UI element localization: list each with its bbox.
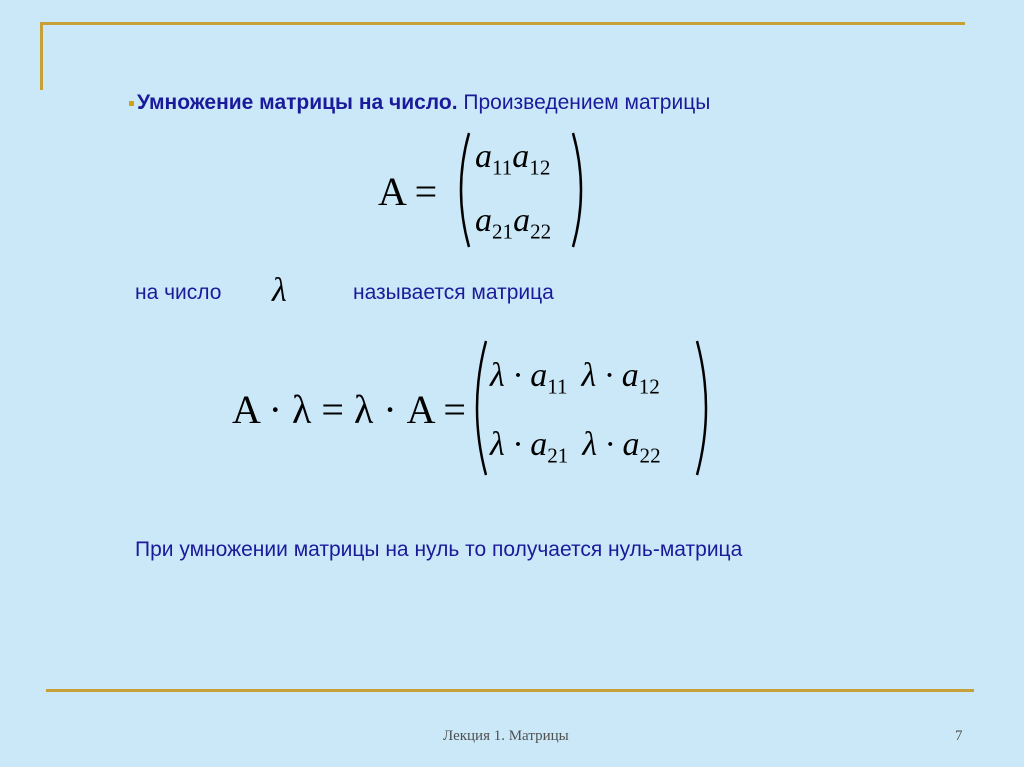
formula-product: [232, 330, 722, 490]
formula-a-lhs: A =: [378, 169, 438, 214]
left-paren: [465, 338, 489, 478]
left-paren: [450, 130, 472, 250]
page-number: 7: [955, 728, 963, 744]
right-paren: [694, 338, 718, 478]
footer-title: Лекция 1. Матрицы: [443, 728, 569, 744]
formula-a: [378, 120, 598, 260]
bullet-icon: [129, 101, 134, 106]
matrix-a-row-1: $a_{11}a_{12}$: [475, 138, 551, 180]
heading-rest: Произведением матрицы: [457, 91, 711, 114]
matrix-product-row-2: $\lambda \cdot a_{21}$ $\lambda \cdot a_{22}$: [490, 426, 661, 468]
text-on-number: на число: [135, 281, 222, 304]
formula-product-lhs: A · λ = λ · A =: [232, 387, 466, 432]
matrix-product-row-1: $\lambda \cdot a_{11}$ $\lambda \cdot a_{12}$: [490, 357, 660, 399]
text-called-matrix: называется матрица: [353, 281, 554, 304]
right-paren: [570, 130, 592, 250]
heading-bold: Умножение матрицы на число.: [137, 91, 458, 114]
frame-left-line: [40, 22, 43, 90]
footer-divider: [46, 689, 974, 692]
matrix-a-row-2: $a_{21}a_{22}$: [475, 202, 552, 244]
zero-matrix-text: При умножении матрицы на нуль то получается нуль-матрица: [135, 538, 743, 561]
frame-top-line: [40, 22, 965, 25]
heading-line: [137, 91, 710, 115]
lambda-symbol: λ: [272, 272, 287, 309]
